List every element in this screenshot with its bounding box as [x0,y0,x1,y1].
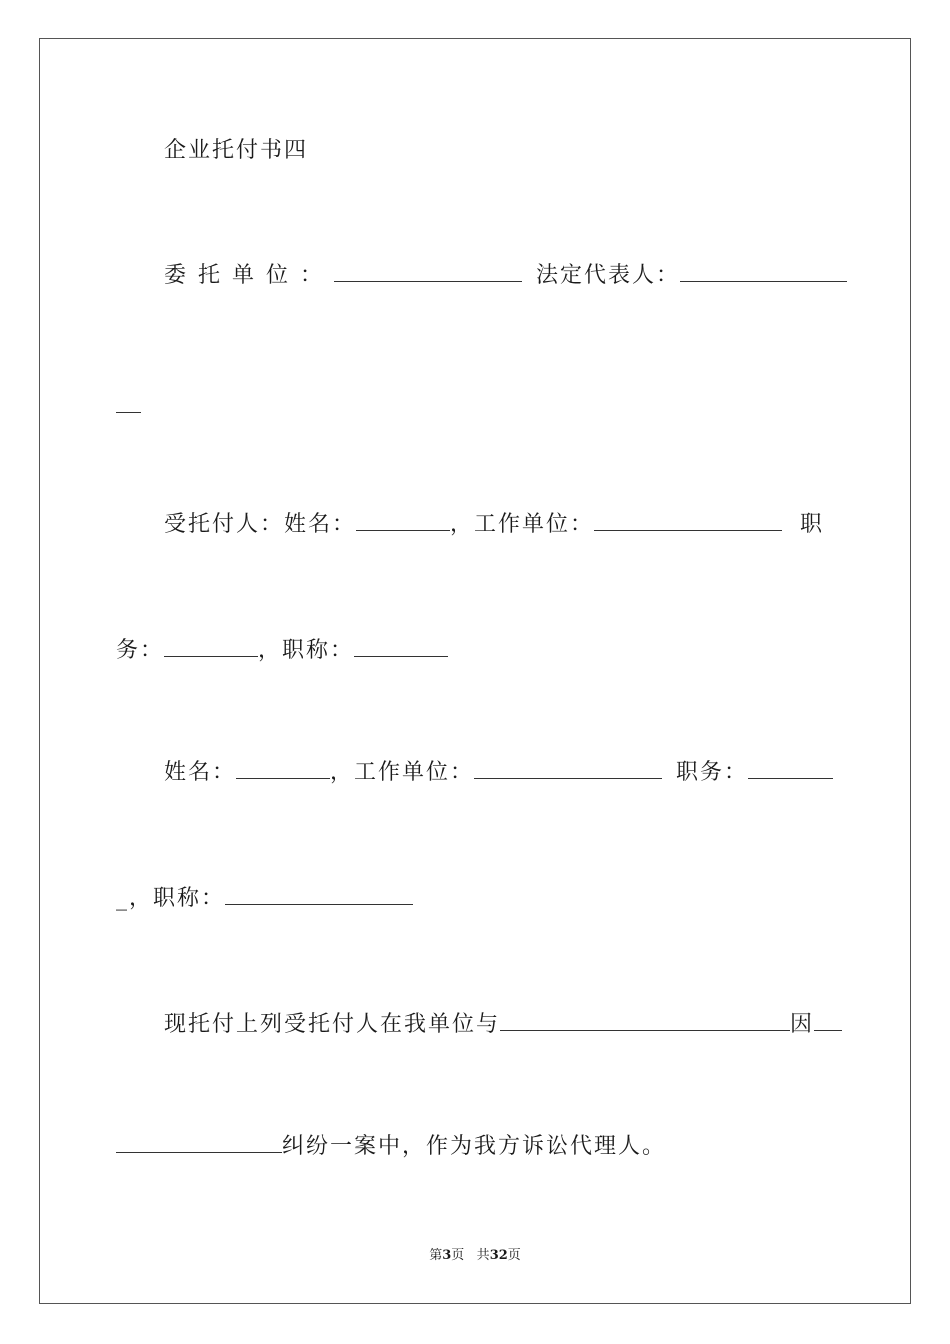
legal-representative-label: 法定代表人： [536,263,681,288]
footer-total-unit: 页 [507,1248,521,1263]
agent2-workplace-label: ，工作单位： [330,760,475,785]
document-title [164,136,308,166]
agent2-position-blank [748,758,833,779]
agent2-position-label: 职务： [676,760,749,785]
authorization-text-2: 因 [790,1012,815,1037]
legal-representative-continuation [116,392,141,422]
agent-line-1 [164,510,824,540]
agent2-name-label: 姓名： [164,760,237,785]
page-frame [39,38,911,1304]
delegating-unit-blank [334,261,522,282]
agent2-name-blank [236,758,330,779]
agent-line-1-cont [116,636,448,666]
agent-line-2-cont [116,884,413,914]
agent-name-label: 受托付人：姓名： [164,512,357,537]
footer-total-pages: 32 [489,1248,508,1263]
legal-representative-blank [680,261,847,282]
footer-page-number: 3 [442,1248,452,1263]
agent-position-blank [164,636,258,657]
agent-workplace-label: ，工作单位： [450,512,595,537]
footer-total-prefix: 共 [476,1248,490,1263]
agent-position-label-end: 务： [116,638,165,663]
page-footer [0,1248,950,1264]
agent2-workplace-blank [474,758,662,779]
dispute-cause-blank-cont [116,1132,282,1153]
footer-page-unit: 页 [451,1248,465,1263]
legal-representative-blank-cont [116,392,141,413]
agent2-title-label: ，职称： [129,886,226,911]
authorization-text-1: 现托付上列受托付人在我单位与 [164,1012,501,1037]
title-text: 企业托付书四 [164,138,309,163]
opposing-party-blank [500,1010,790,1031]
authorization-text-3: 纠纷一案中，作为我方诉讼代理人。 [282,1134,667,1159]
agent2-title-blank [225,884,413,905]
agent-line-2 [164,758,833,788]
agent-name-blank [356,510,450,531]
agent-workplace-blank [594,510,782,531]
authorization-line [164,1010,842,1040]
footer-prefix: 第 [429,1248,443,1263]
delegating-unit-label: 委托单位： [164,263,335,288]
agent-title-blank [354,636,448,657]
agent-title-label: ，职称： [258,638,355,663]
dispute-cause-blank [814,1010,842,1031]
agent-position-label-start: 职 [800,512,825,537]
delegating-unit-line [164,261,847,291]
agent2-position-blank-cont: _ [116,886,129,911]
authorization-line-cont [116,1132,666,1162]
